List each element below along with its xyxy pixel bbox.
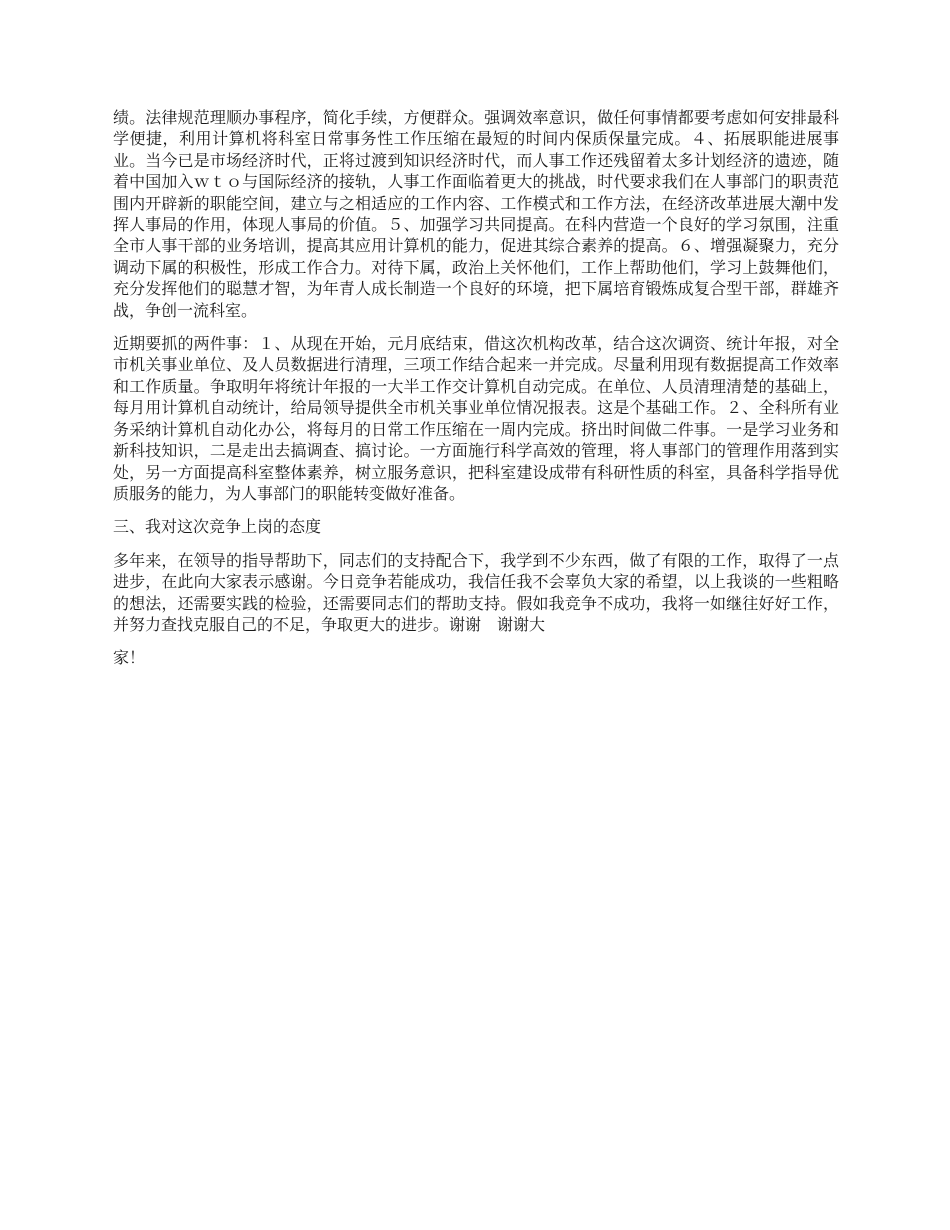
section-heading: 三、我对这次竞争上岗的态度 [113,517,322,537]
body-paragraph: 绩。法律规范理顺办事程序，简化手续，方便群众。强调效率意识，做任何事情都要考虑如何安排最科学便捷，利用计算机将科室日常事务性工作压缩在最短的时间内保质保量完成。４、拓展职能进展事业。当今已是市场经济时代，正将过渡到知识经济时代，而人事工作还残留着太多计划经济的遗迹，随着中国加入ｗｔｏ与国际经济的接轨，人事工作面临着更大的挑战，时代要求我们在人事部门的职责范围内开辟新的职能空间，建立与之相适应的工作内容、工作模式和工作方法，在经济改革进展大潮中发挥人事局的作用，体现人事局的价值。５、加强学习共同提高。在科内营造一个良好的学习氛围，注重全市人事干部的业务培训，提高其应用计算机的能力，促进其综合素养的提高。６、增强凝聚力，充分调动下属的积极性，形成工作合力。对待下属，政治上关怀他们，工作上帮助他们，学习上鼓舞他们，充分发挥他们的聪慧才智，为年青人成长制造一个良好的环境，把下属培育锻炼成复合型干部，群雄齐战，争创一流科室。 [113,108,839,320]
final-line: 家！ [113,648,146,668]
document-page [113,107,839,669]
closing-paragraph: 多年来，在领导的指导帮助下，同志们的支持配合下，我学到不少东西，做了有限的工作，取得了一点进步，在此向大家表示感谢。今日竞争若能成功，我信任我不会辜负大家的希望，以上我谈的一些粗略的想法，还需要实践的检验，还需要同志们的帮助支持。假如我竞争不成功，我将一如继往好好工作，并努力查找克服自己的不足，争取更大的进步。谢谢 谢谢大 [113,550,839,634]
body-paragraph: 近期要抓的两件事：１、从现在开始，元月底结束，借这次机构改革，结合这次调资、统计年报，对全市机关事业单位、及人员数据进行清理，三项工作结合起来一并完成。尽量利用现有数据提高工作效率和工作质量。争取明年将统计年报的一大半工作交计算机自动完成。在单位、人员清理清楚的基础上，每月用计算机自动统计，给局领导提供全市机关事业单位情况报表。这是个基础工作。２、全科所有业务采纳计算机自动化办公，将每月的日常工作压缩在一周内完成。挤出时间做二件事。一是学习业务和新科技知识，二是走出去搞调查、搞讨论。一方面施行科学高效的管理，将人事部门的管理作用落到实处，另一方面提高科室整体素养，树立服务意识，把科室建设成带有科研性质的科室，具备科学指导优质服务的能力，为人事部门的职能转变做好准备。 [113,334,839,503]
